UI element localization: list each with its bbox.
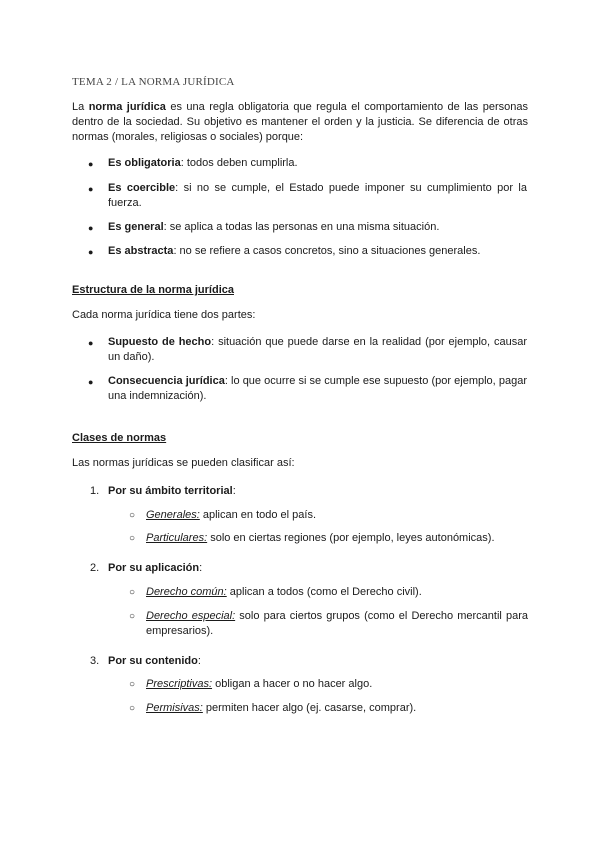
class-text: solo para ciertos grupos (como el Derecho mercantil para empresarios).: [146, 610, 528, 637]
class-group-label: [108, 484, 528, 499]
feature-item: [108, 181, 527, 211]
classes-heading: Clases de normas: [72, 432, 167, 444]
group-label: Por su ámbito territorial: [108, 485, 233, 497]
bullet-icon: ●: [88, 159, 94, 169]
class-term: Derecho especial:: [146, 610, 236, 622]
class-term: Prescriptivas:: [146, 678, 213, 690]
group-label: Por su aplicación: [108, 562, 200, 574]
intro-paragraph: [72, 100, 528, 145]
group-suffix: :: [197, 655, 201, 667]
feature-text: : todos deben cumplirla.: [180, 157, 298, 169]
class-group-label: [108, 561, 528, 576]
class-item: [146, 609, 528, 639]
structure-term: Consecuencia jurídica: [108, 375, 225, 387]
list-number: 1.: [90, 485, 100, 497]
structure-text: : situación que puede darse en la realidad (por ejemplo, causar un daño).: [108, 336, 527, 363]
class-group-label: [108, 654, 528, 669]
class-text: permiten hacer algo (ej. casarse, comprar).: [202, 702, 417, 714]
class-term: Particulares:: [146, 532, 208, 544]
circle-bullet-icon: ○: [129, 533, 136, 544]
class-text: aplican a todos (como el Derecho civil).: [226, 586, 422, 598]
structure-item: [108, 374, 527, 404]
feature-item: [108, 244, 527, 259]
class-text: solo en ciertas regiones (por ejemplo, leyes autonómicas).: [207, 532, 495, 544]
class-term: Generales:: [146, 509, 200, 521]
class-item: [146, 585, 528, 600]
bullet-icon: ●: [88, 377, 94, 387]
feature-text: : si no se cumple, el Estado puede imponer su cumplimiento por la fuerza.: [108, 182, 527, 209]
intro-before: La: [72, 101, 89, 113]
bullet-icon: ●: [88, 247, 94, 257]
class-item: [146, 677, 528, 692]
feature-term: Es abstracta: [108, 245, 174, 257]
feature-term: Es general: [108, 221, 164, 233]
group-suffix: :: [199, 562, 203, 574]
intro-after: es una regla obligatoria que regula el comportamiento de las personas dentro de la sociedad. Su objetivo es mantener el orden y la justicia. Se diferencia de otras normas (morales, religiosas o sociales) porque:: [72, 101, 529, 143]
class-item: [146, 531, 528, 546]
feature-text: : no se refiere a casos concretos, sino a situaciones generales.: [173, 245, 481, 257]
feature-item: [108, 156, 527, 171]
classes-intro: Las normas jurídicas se pueden clasificar así:: [72, 457, 295, 469]
feature-text: : se aplica a todas las personas en una misma situación.: [163, 221, 440, 233]
structure-heading: Estructura de la norma jurídica: [72, 284, 234, 296]
page-title: TEMA 2 / LA NORMA JURÍDICA: [72, 76, 235, 88]
feature-term: Es coercible: [108, 182, 176, 194]
class-item: [146, 701, 528, 716]
circle-bullet-icon: ○: [129, 679, 136, 690]
structure-item: [108, 335, 527, 365]
class-term: Derecho común:: [146, 586, 227, 598]
circle-bullet-icon: ○: [129, 587, 136, 598]
circle-bullet-icon: ○: [129, 611, 136, 622]
structure-intro: Cada norma jurídica tiene dos partes:: [72, 309, 256, 321]
structure-term: Supuesto de hecho: [108, 336, 212, 348]
intro-bold-term: norma jurídica: [88, 101, 166, 113]
feature-item: [108, 220, 527, 235]
group-label: Por su contenido: [108, 655, 198, 667]
circle-bullet-icon: ○: [129, 703, 136, 714]
class-text: aplican en todo el país.: [199, 509, 317, 521]
bullet-icon: ●: [88, 338, 94, 348]
circle-bullet-icon: ○: [129, 510, 136, 521]
class-term: Permisivas:: [146, 702, 203, 714]
list-number: 3.: [90, 655, 100, 667]
list-number: 2.: [90, 562, 100, 574]
bullet-icon: ●: [88, 223, 94, 233]
feature-term: Es obligatoria: [108, 157, 181, 169]
bullet-icon: ●: [88, 184, 94, 194]
structure-text: : lo que ocurre si se cumple ese supuesto (por ejemplo, pagar una indemnización).: [108, 375, 527, 402]
group-suffix: :: [232, 485, 236, 497]
class-item: [146, 508, 528, 523]
class-text: obligan a hacer o no hacer algo.: [212, 678, 373, 690]
